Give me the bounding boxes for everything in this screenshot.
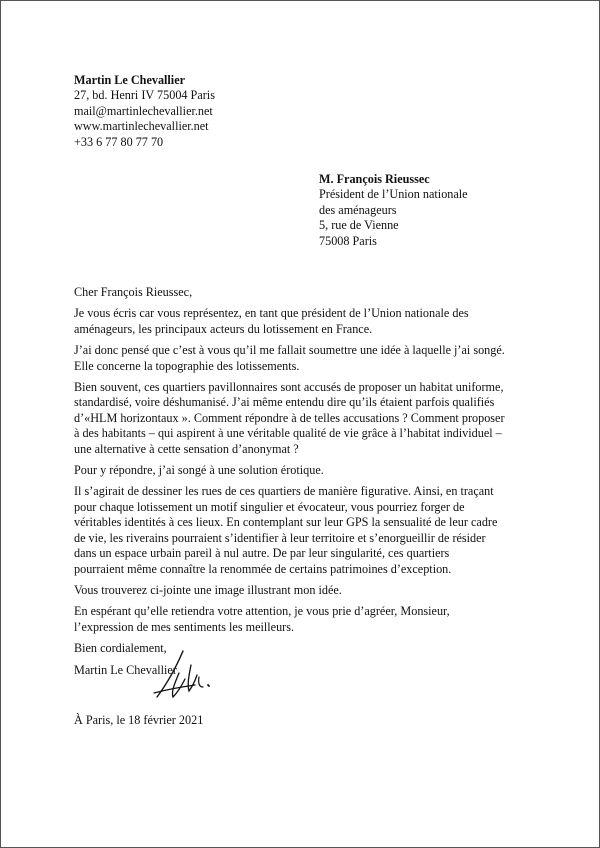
- paragraph: [74, 583, 534, 598]
- paragraph-line: aménageurs, les principaux acteurs du lotissement en France.: [74, 321, 373, 336]
- letter-body: [74, 285, 534, 684]
- paragraph-line: l’expression de mes sentiments les meilleurs.: [74, 619, 295, 634]
- paragraph-line: une alternative à cette sensation d’anonymat ?: [74, 441, 299, 456]
- paragraph: [74, 380, 534, 457]
- sender-phone: +33 6 77 80 77 70: [74, 134, 164, 149]
- paragraph-line: Il s’agirait de dessiner les rues de ces quartiers de manière figurative. Ainsi, en traçant: [74, 484, 494, 499]
- recipient-line: 75008 Paris: [319, 233, 377, 248]
- recipient-line: des aménageurs: [319, 202, 397, 217]
- paragraph: [74, 484, 534, 576]
- paragraph-line: En espérant qu’elle retiendra votre attention, je vous prie d’agréer, Monsieur,: [74, 604, 450, 619]
- paragraph-line: à des habitants – qui aspirent à une véritable qualité de vie grâce à l’habitat individuel –: [74, 426, 502, 441]
- paragraph: [74, 604, 534, 635]
- recipient-line: 5, rue de Vienne: [319, 218, 399, 233]
- recipient-block: [319, 172, 468, 249]
- paragraph-line: Pour y répondre, j’ai songé à une solution érotique.: [74, 463, 324, 478]
- sender-name: Martin Le Chevallier: [74, 73, 186, 87]
- sender-block: [74, 73, 215, 150]
- recipient-name: M. François Rieussec: [319, 172, 430, 186]
- paragraph-line: J’ai donc pensé que c’est à vous qu’il me fallait soumettre une idée à laquelle j’ai songé.: [74, 343, 505, 358]
- paragraph-line: Elle concerne la topographie des lotissements.: [74, 358, 300, 373]
- paragraph-line: Vous trouverez ci-jointe une image illustrant mon idée.: [74, 582, 342, 597]
- paragraph: [74, 463, 534, 478]
- handwritten-signature: [151, 647, 221, 707]
- date-line: À Paris, le 18 février 2021: [74, 713, 204, 727]
- sender-website: www.martinlechevallier.net: [74, 119, 209, 134]
- closing-signature-name: [74, 663, 534, 678]
- sender-email: mail@martinlechevallier.net: [74, 103, 213, 118]
- paragraph-line: Je vous écris car vous représentez, en tant que président de l’Union nationale des: [74, 306, 469, 321]
- paragraph-line: véritables identités à ces lieux. En contemplant sur leur GPS la sensualité de leur cadre: [74, 515, 498, 530]
- closing: [74, 641, 534, 656]
- recipient-line: Président de l’Union nationale: [319, 187, 468, 202]
- paragraph-line: standardisé, voire déshumanisé. J’ai même entendu dire qu’ils étaient parfois qualifiés: [74, 395, 495, 410]
- paragraph-line: dans un espace urbain pareil à nul autre. De par leur singularité, ces quartiers: [74, 546, 450, 561]
- salutation: [74, 285, 534, 300]
- salutation-text: Cher François Rieussec,: [74, 285, 193, 299]
- paragraph-line: de vie, les riverains pourraient s’identifier à leur territoire et s’enorgueillir de résider: [74, 530, 486, 545]
- paragraph-line: pourraient même connaître la renommée de certains patrimoines d’exception.: [74, 561, 452, 576]
- paragraph: [74, 306, 534, 337]
- paragraph-line: d’«HLM horizontaux ». Comment répondre à de telles accusations ? Comment proposer: [74, 410, 505, 425]
- paragraph-line: Bien souvent, ces quartiers pavillonnaires sont accusés de proposer un habitat uniforme,: [74, 380, 504, 395]
- paragraph-line: pour chaque lotissement un motif singulier et évocateur, vous pourriez forger de: [74, 499, 465, 514]
- paragraph: [74, 343, 534, 374]
- closing-name: Martin Le Chevallier: [74, 662, 177, 677]
- closing-text: Bien cordialement,: [74, 641, 167, 656]
- sender-address: 27, bd. Henri IV 75004 Paris: [74, 88, 215, 103]
